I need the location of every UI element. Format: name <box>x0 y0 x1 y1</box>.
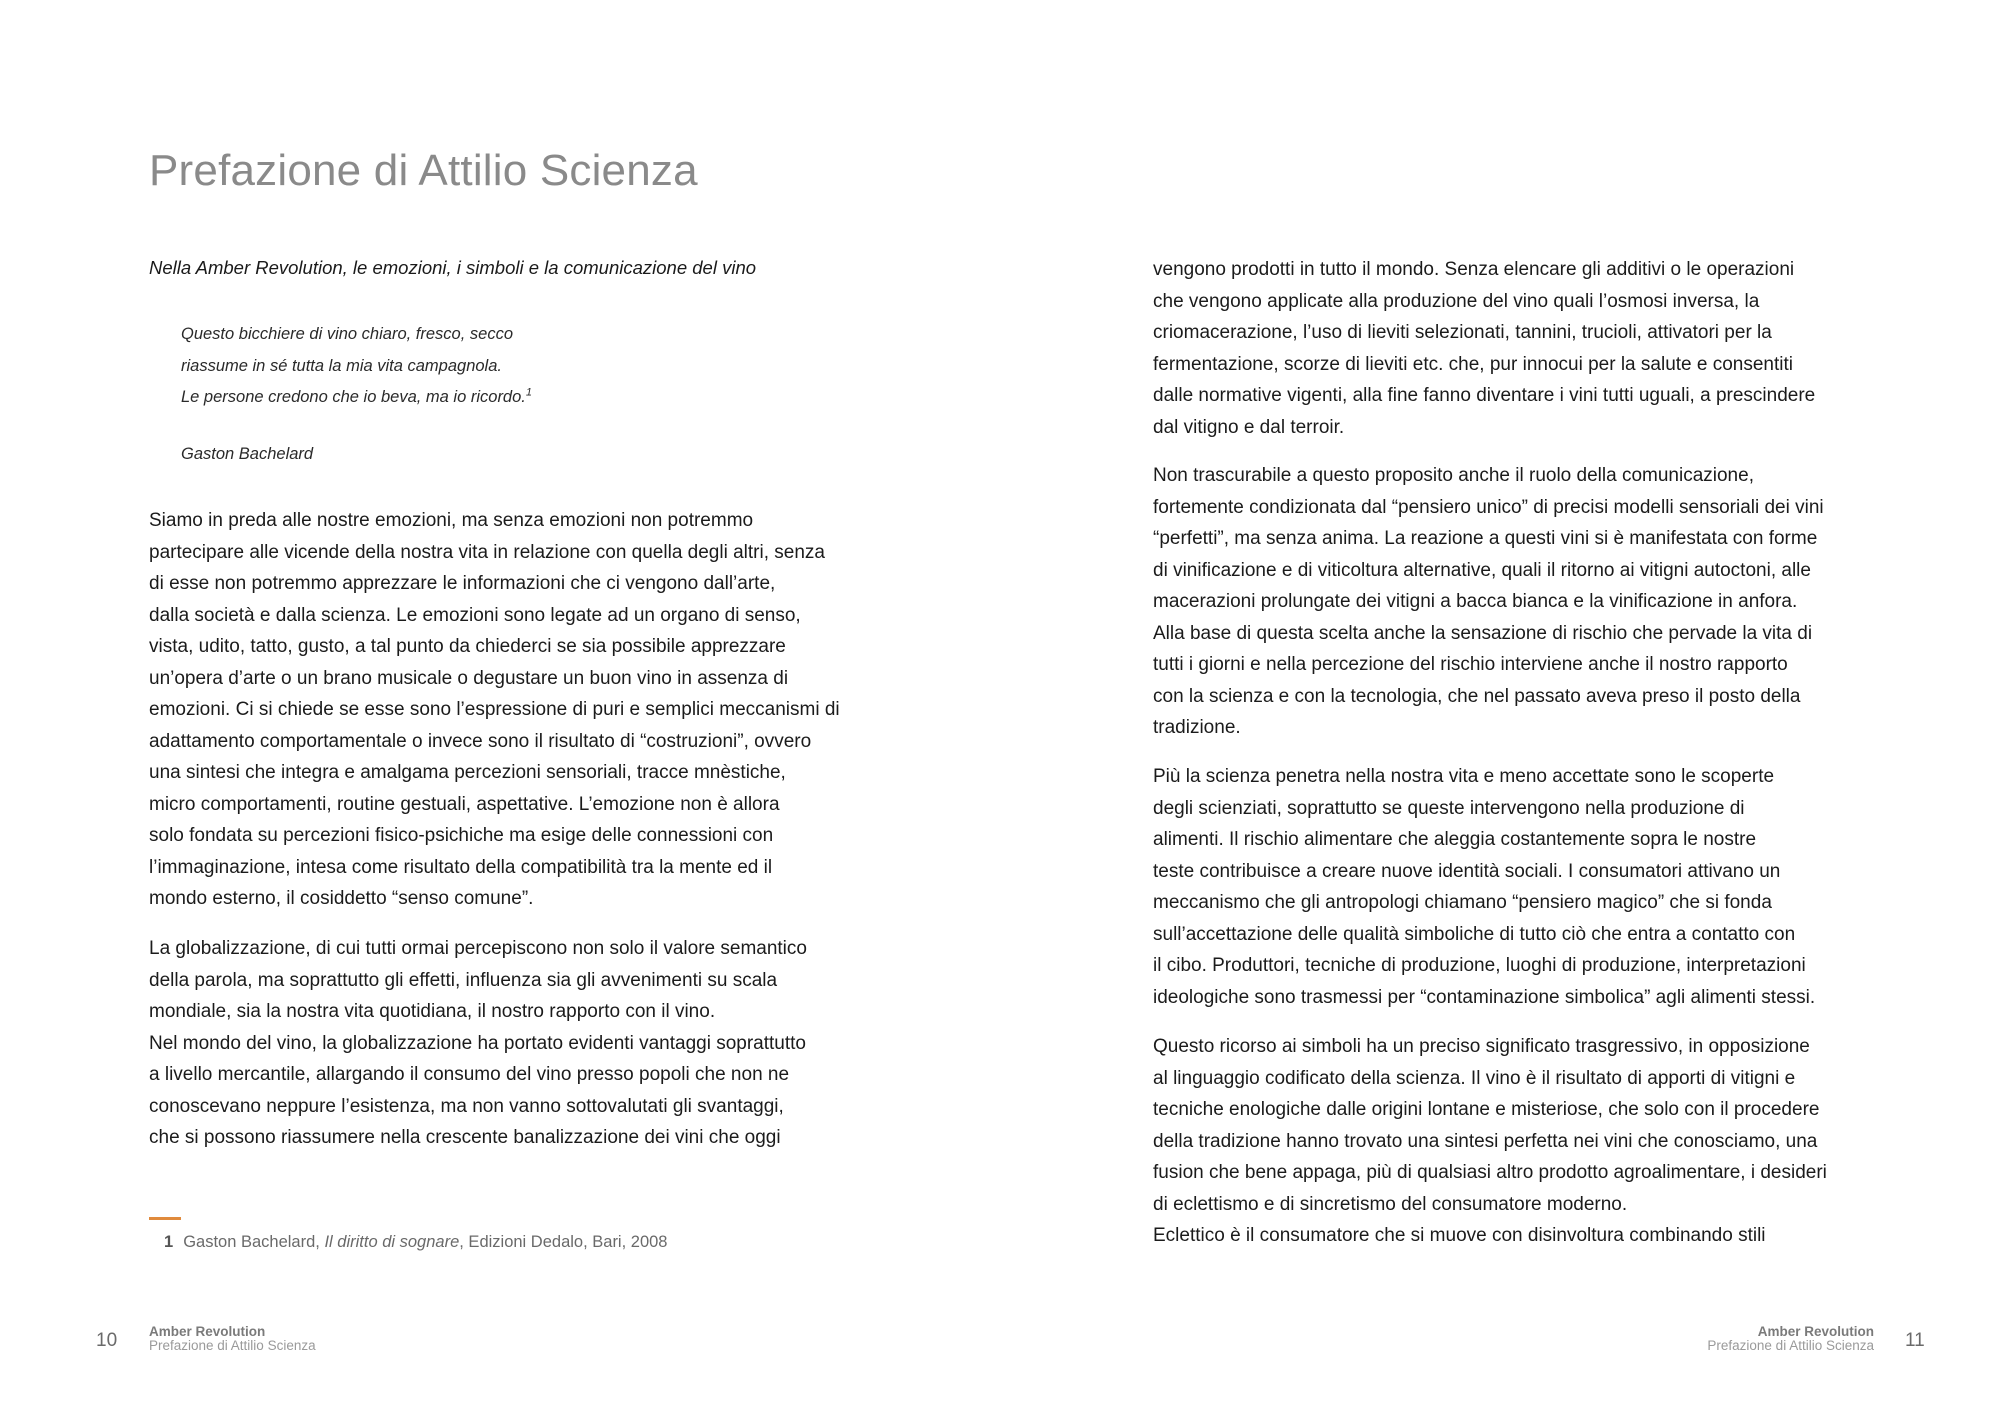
body-paragraph <box>1153 1031 1827 1252</box>
text-line: La globalizzazione, di cui tutti ormai percepiscono non solo il valore semantico <box>149 938 807 959</box>
epigraph-line: Questo bicchiere di vino chiaro, fresco, secco <box>181 325 513 343</box>
text-line: emozioni. Ci si chiede se esse sono l’espressione di puri e semplici meccanismi di <box>149 699 840 720</box>
text-line: solo fondata su percezioni fisico-psichiche ma esige delle connessioni con <box>149 825 774 846</box>
text-line: fortemente condizionata dal “pensiero unico” di precisi modelli sensoriali dei vini <box>1153 496 1824 518</box>
text-line: che vengono applicate alla produzione del vino quali l’osmosi inversa, la <box>1153 290 1760 312</box>
text-line: il cibo. Produttori, tecniche di produzione, luoghi di produzione, interpretazioni <box>1153 955 1806 976</box>
text-line: teste contribuisce a creare nuove identità sociali. I consumatori attivano un <box>1153 860 1781 882</box>
footnote <box>164 1233 667 1252</box>
text-line: della parola, ma soprattutto gli effetti, influenza sia gli avvenimenti su scala <box>149 969 778 991</box>
text-line: tutti i giorni e nella percezione del rischio interviene anche il nostro rapporto <box>1153 654 1788 675</box>
body-paragraph <box>1153 254 1815 443</box>
running-footer <box>1707 1325 1874 1353</box>
text-line: a livello mercantile, allargando il consumo del vino presso popoli che non ne <box>149 1064 790 1085</box>
text-line: della tradizione hanno trovato una sintesi perfetta nei vini che conosciamo, una <box>1153 1130 1818 1152</box>
footnote-work-title: Il diritto di sognare <box>324 1233 460 1251</box>
text-line: Più la scienza penetra nella nostra vita e meno accettate sono le scoperte <box>1153 766 1775 787</box>
running-chapter-title: Prefazione di Attilio Scienza <box>149 1338 316 1353</box>
text-line: fermentazione, scorze di lieviti etc. che, pur innocui per la salute e consentiti <box>1153 353 1793 375</box>
text-line: conoscevano neppure l’esistenza, ma non vanno sottovalutati gli svantaggi, <box>149 1095 784 1117</box>
text-line: Alla base di questa scelta anche la sensazione di rischio che pervade la vita di <box>1153 622 1813 644</box>
text-line: al linguaggio codificato della scienza. Il vino è il risultato di apporti di vitigni e <box>1153 1067 1796 1089</box>
text-line: macerazioni prolungate dei vitigni a bacca bianca e la vinificazione in anfora. <box>1153 591 1798 612</box>
text-line: un’opera d’arte o un brano musicale o degustare un buon vino in assenza di <box>149 667 789 689</box>
footnote-author: Gaston Bachelard, <box>183 1233 325 1251</box>
text-line: ideologiche sono trasmessi per “contaminazione simbolica” agli alimenti stessi. <box>1153 986 1816 1008</box>
text-line: partecipare alle vicende della nostra vita in relazione con quella degli altri, senza <box>149 541 825 563</box>
epigraph-line: riassume in sé tutta la mia vita campagnola. <box>181 356 502 375</box>
left-page <box>0 0 1003 1417</box>
text-line: Siamo in preda alle nostre emozioni, ma senza emozioni non potremmo <box>149 510 754 531</box>
running-book-title: Amber Revolution <box>1757 1324 1874 1339</box>
text-line: mondiale, sia la nostra vita quotidiana, il nostro rapporto con il vino. <box>149 1001 716 1022</box>
text-line: con la scienza e con la tecnologia, che nel passato aveva preso il posto della <box>1153 685 1801 707</box>
text-line: vista, udito, tatto, gusto, a tal punto da chiederci se sia possibile apprezzare <box>149 636 786 657</box>
page-number: 10 <box>96 1330 118 1351</box>
text-line: di eclettismo e di sincretismo del consumatore moderno. <box>1153 1193 1628 1215</box>
page-number: 11 <box>1905 1330 1925 1351</box>
epigraph-line-text: Le persone credono che io beva, ma io ricordo. <box>181 388 526 406</box>
text-line: alimenti. Il rischio alimentare che aleggia costantemente sopra le nostre <box>1153 829 1757 850</box>
text-line: criomacerazione, l’uso di lieviti selezionati, tannini, trucioli, attivatori per la <box>1153 322 1772 343</box>
text-line: adattamento comportamentale o invece sono il risultato di “costruzioni”, ovvero <box>149 730 812 752</box>
epigraph-author: Gaston Bachelard <box>181 445 314 463</box>
text-line: Questo ricorso ai simboli ha un preciso significato trasgressivo, in opposizione <box>1153 1036 1810 1057</box>
text-line: fusion che bene appaga, più di qualsiasi altro prodotto agroalimentare, i desideri <box>1153 1162 1827 1183</box>
text-line: tecniche enologiche dalle origini lontane e misteriose, che solo con il procedere <box>1153 1099 1820 1120</box>
text-line: mondo esterno, il cosiddetto “senso comune”. <box>149 888 534 909</box>
text-line: Eclettico è il consumatore che si muove con disinvoltura combinando stili <box>1153 1225 1766 1246</box>
body-paragraph <box>149 933 807 1154</box>
text-line: “perfetti”, ma senza anima. La reazione a questi vini si è manifestata con forme <box>1153 528 1818 549</box>
text-line: di vinificazione e di viticoltura alternative, quali il ritorno ai vitigni autoctoni, alle <box>1153 559 1811 581</box>
body-paragraph <box>149 505 840 915</box>
footnote-number: 1 <box>164 1233 174 1251</box>
footnote-reference[interactable]: 1 <box>525 386 532 399</box>
text-line: dalla società e dalla scienza. Le emozioni sono legate ad un organo di senso, <box>149 604 801 626</box>
running-book-title: Amber Revolution <box>149 1324 266 1339</box>
chapter-title: Prefazione di Attilio Scienza <box>149 146 698 195</box>
text-line: una sintesi che integra e amalgama percezioni sensoriali, tracce mnèstiche, <box>149 762 786 783</box>
epigraph <box>181 319 532 414</box>
body-paragraph <box>1153 761 1815 1013</box>
text-line: tradizione. <box>1153 717 1241 738</box>
footnote-publisher: , Edizioni Dedalo, Bari, 2008 <box>459 1233 668 1251</box>
text-line: che si possono riassumere nella crescente banalizzazione dei vini che oggi <box>149 1127 781 1148</box>
text-line: micro comportamenti, routine gestuali, aspettative. L’emozione non è allora <box>149 793 780 815</box>
text-line: dalle normative vigenti, alla fine fanno diventare i vini tutti uguali, a prescindere <box>1153 385 1816 406</box>
text-line: vengono prodotti in tutto il mondo. Senza elencare gli additivi o le operazioni <box>1153 259 1795 280</box>
body-paragraph <box>1153 460 1824 744</box>
right-page <box>1003 0 2007 1417</box>
epigraph-line <box>181 382 532 414</box>
text-line: di esse non potremmo apprezzare le informazioni che ci vengono dall’arte, <box>149 573 776 594</box>
text-line: Non trascurabile a questo proposito anche il ruolo della comunicazione, <box>1153 465 1754 486</box>
chapter-subtitle: Nella Amber Revolution, le emozioni, i simboli e la comunicazione del vino <box>149 257 757 278</box>
text-line: meccanismo che gli antropologi chiamano “pensiero magico” che si fonda <box>1153 892 1772 913</box>
footnote-divider <box>149 1217 181 1220</box>
running-chapter-title: Prefazione di Attilio Scienza <box>1707 1338 1874 1353</box>
text-line: dal vitigno e dal terroir. <box>1153 416 1345 438</box>
text-line: sull’accettazione delle qualità simboliche di tutto ciò che entra a contatto con <box>1153 923 1796 945</box>
text-line: Nel mondo del vino, la globalizzazione ha portato evidenti vantaggi soprattutto <box>149 1032 806 1054</box>
text-line: degli scienziati, soprattutto se queste intervengono nella produzione di <box>1153 797 1745 819</box>
text-line: l’immaginazione, intesa come risultato della compatibilità tra la mente ed il <box>149 856 773 878</box>
running-footer <box>149 1325 316 1353</box>
